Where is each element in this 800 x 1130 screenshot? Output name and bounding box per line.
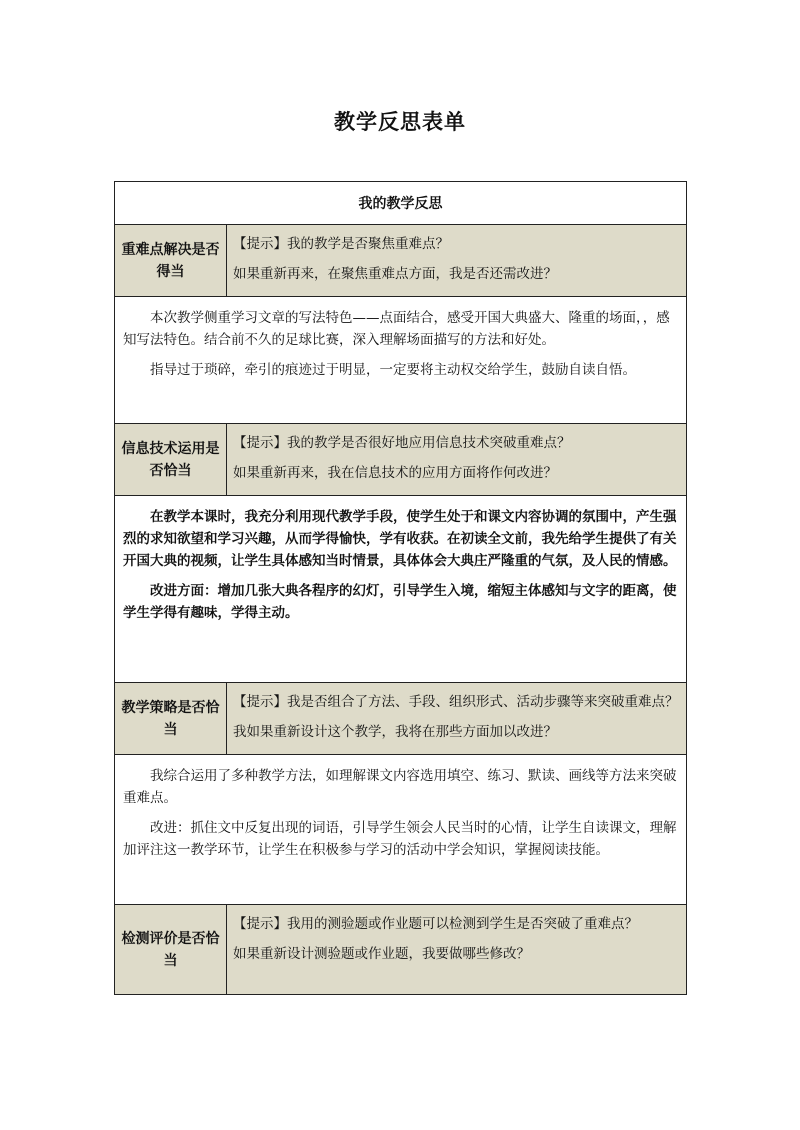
prompt-question: 如果重新再来，在聚焦重难点方面，我是否还需改进？ — [233, 266, 557, 282]
prompt-hint: 【提示】我用的测验题或作业题可以检测到学生是否突破了重难点？ — [233, 916, 638, 932]
content-cell — [115, 755, 687, 905]
reflection-paragraph: 本次教学侧重学习文章的写法特色——点面结合，感受开国大典盛大、隆重的场面，，感知写法特色。结合前不久的足球比赛，深入理解场面描写的方法和好处。 — [123, 310, 670, 348]
section-row-strategy — [115, 683, 687, 755]
content-row — [115, 297, 687, 424]
reflection-paragraph: 我综合运用了多种教学方法，如理解课文内容选用填空、练习、默读、画线等方法来突破重难点。 — [123, 768, 677, 806]
section-row-it — [115, 424, 687, 496]
reflection-paragraph: 改进方面：增加几张大典各程序的幻灯，引导学生入境，缩短主体感知与文字的距离，使学生学得有趣味，学得主动。 — [123, 583, 677, 621]
reflection-paragraph: 指导过于琐碎，牵引的痕迹过于明显，一定要将主动权交给学生，鼓励自读自悟。 — [150, 362, 636, 378]
prompt-cell — [227, 225, 687, 297]
prompt-hint: 【提示】我的教学是否很好地应用信息技术突破重难点？ — [233, 435, 571, 451]
table-header: 我的教学反思 — [115, 182, 687, 225]
section-label: 重难点解决是否得当 — [115, 225, 227, 297]
prompt-hint: 【提示】我的教学是否聚焦重难点？ — [233, 236, 449, 252]
prompt-question: 如果重新设计测验题或作业题，我要做哪些修改？ — [233, 946, 530, 962]
content-cell — [115, 496, 687, 683]
content-row — [115, 755, 687, 905]
prompt-cell — [227, 683, 687, 755]
reflection-paragraph: 改进：抓住文中反复出现的词语，引导学生领会人民当时的心情，让学生自读课文，理解加评注这一教学环节，让学生在积极参与学习的活动中学会知识，掌握阅读技能。 — [123, 820, 677, 858]
section-row-difficulty — [115, 225, 687, 297]
section-label: 检测评价是否恰当 — [115, 905, 227, 995]
content-row — [115, 496, 687, 683]
section-row-assessment — [115, 905, 687, 995]
page-title: 教学反思表单 — [334, 110, 466, 134]
prompt-question: 我如果重新设计这个教学，我将在那些方面加以改进？ — [233, 724, 557, 740]
section-label: 教学策略是否恰当 — [115, 683, 227, 755]
section-label: 信息技术运用是否恰当 — [115, 424, 227, 496]
content-cell — [115, 297, 687, 424]
reflection-paragraph: 在教学本课时，我充分利用现代教学手段，使学生处于和课文内容协调的氛围中，产生强烈的求知欲望和学习兴趣，从而学得愉快，学有收获。在初读全文前，我先给学生提供了有关开国大典的视频，让学生具体感知当时情景，具体体会大典庄严隆重的气氛，及人民的情感。 — [123, 509, 677, 569]
prompt-cell — [227, 424, 687, 496]
prompt-cell — [227, 905, 687, 995]
table-header-row — [115, 182, 687, 225]
prompt-question: 如果重新再来，我在信息技术的应用方面将作何改进？ — [233, 465, 557, 481]
prompt-hint: 【提示】我是否组合了方法、手段、组织形式、活动步骤等来突破重难点？ — [233, 694, 679, 710]
reflection-table — [114, 181, 687, 995]
